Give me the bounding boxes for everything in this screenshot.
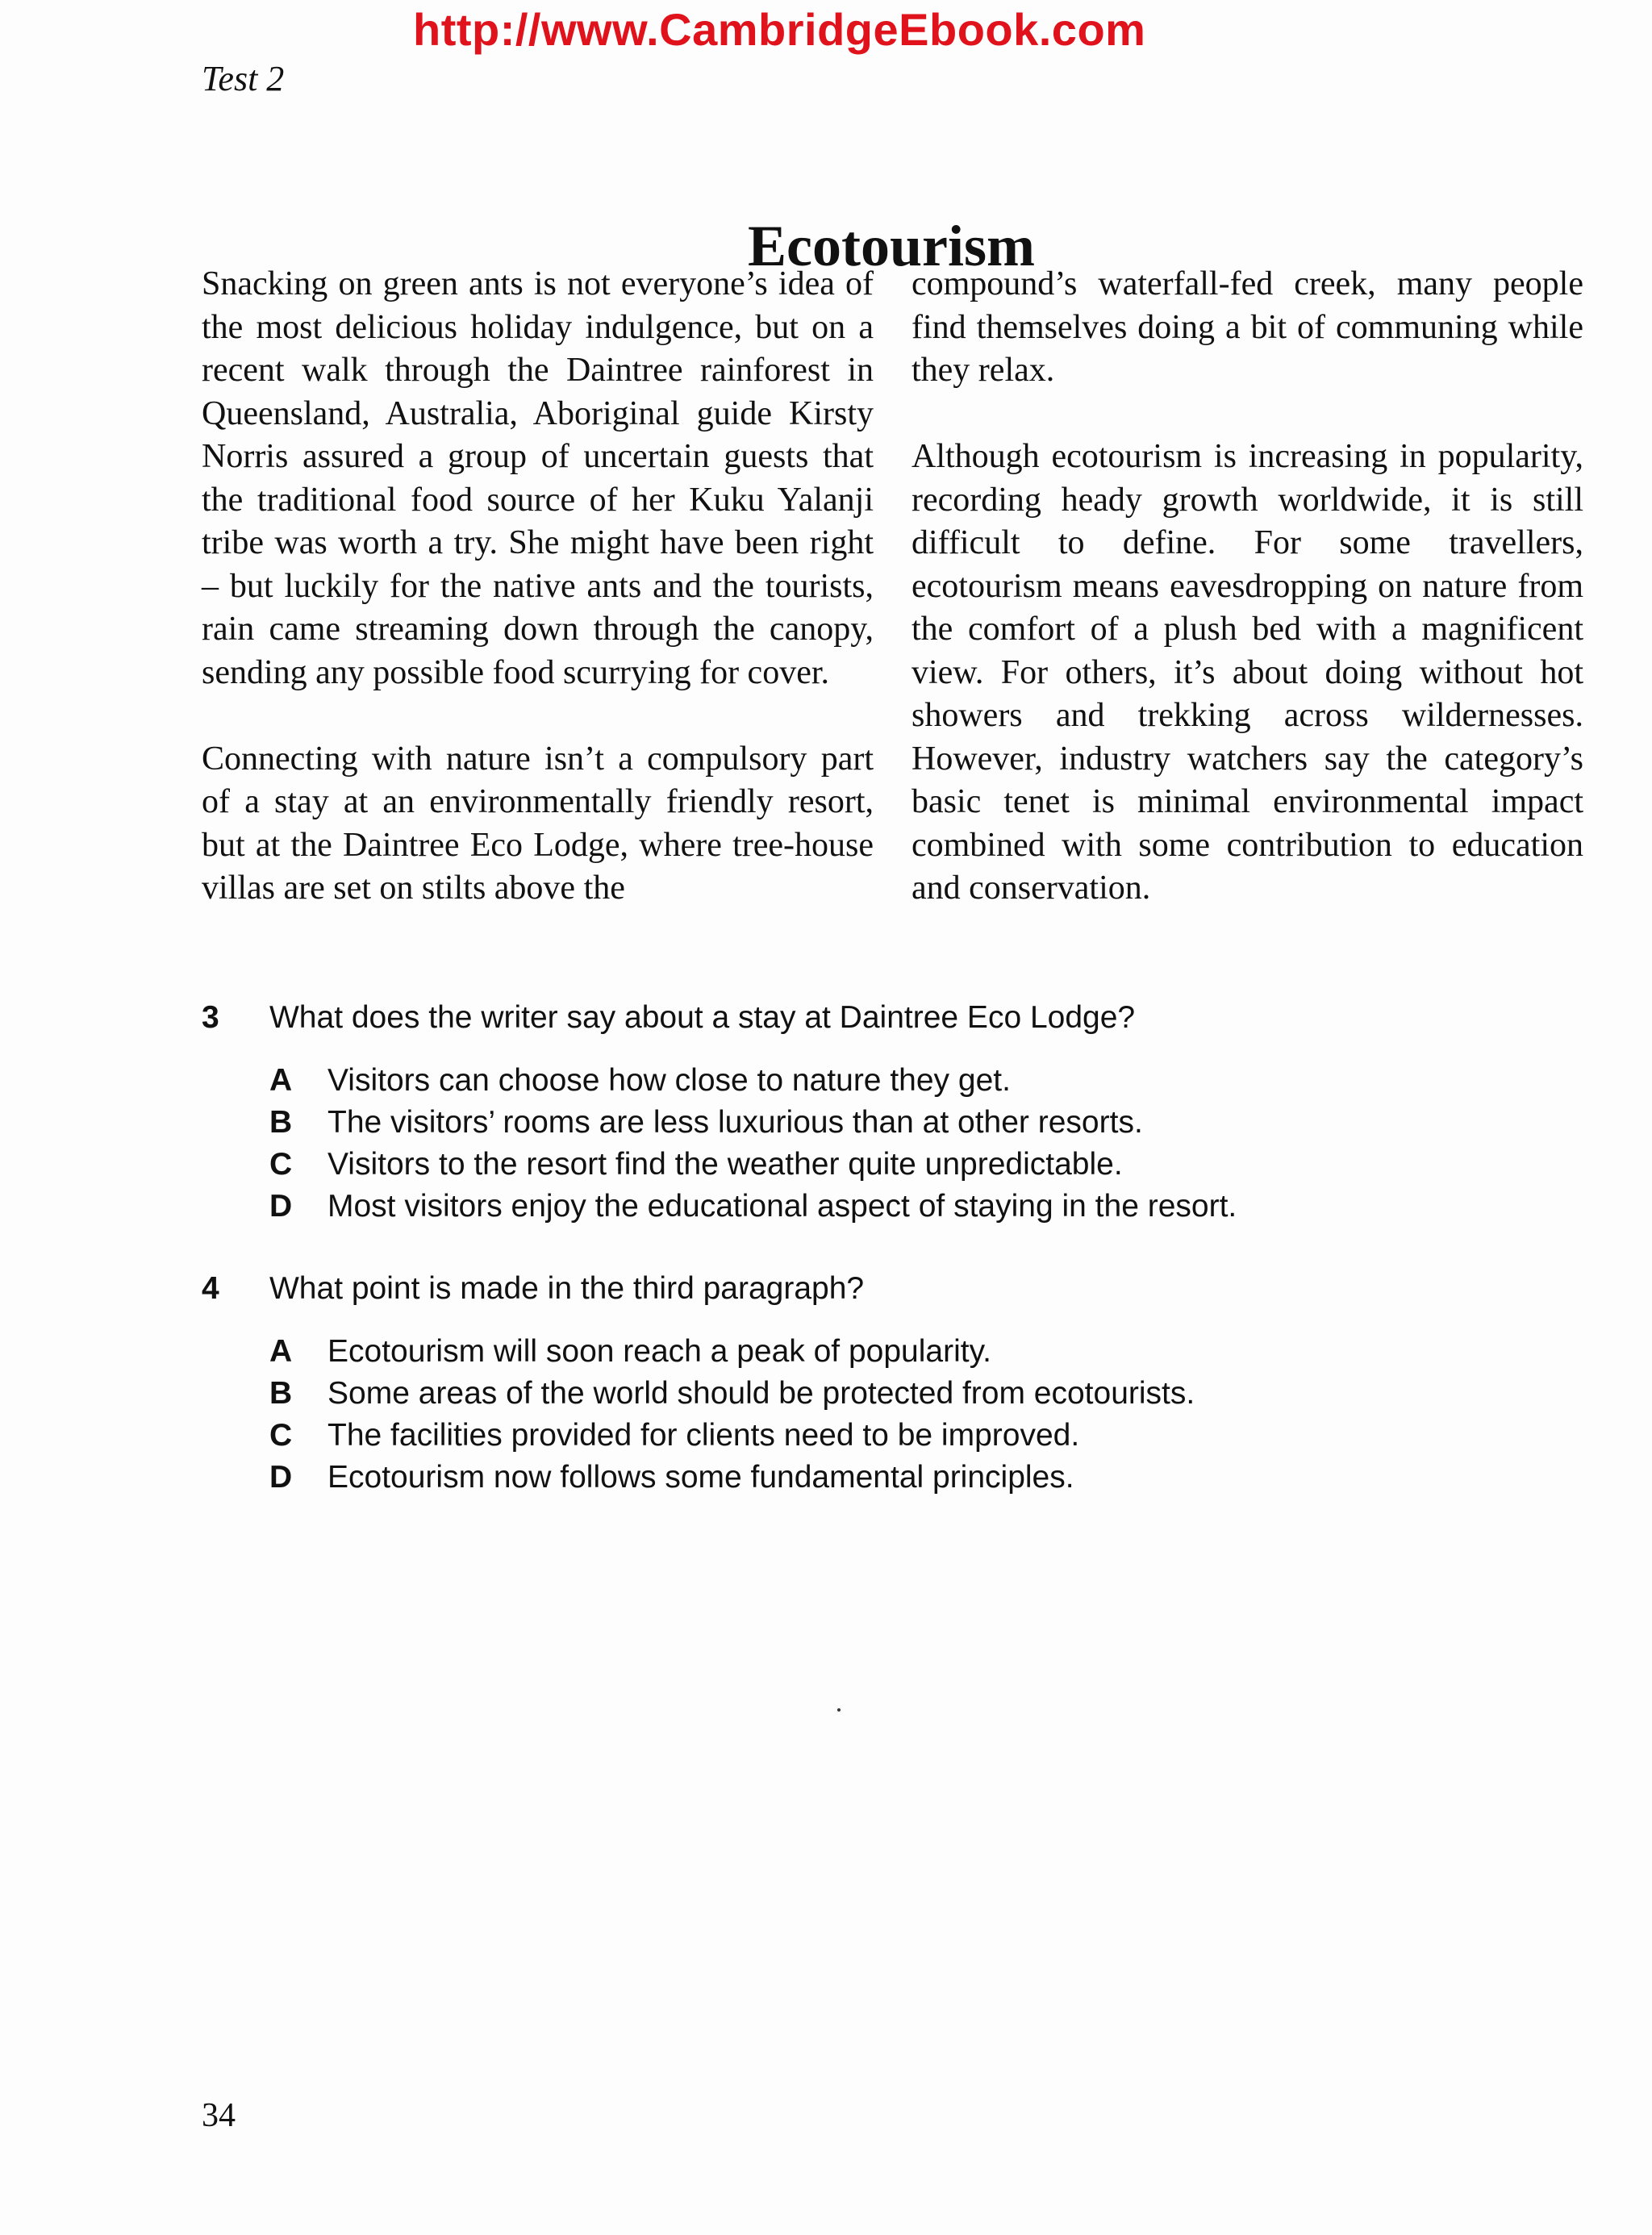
article-title: Ecotourism [748,214,1035,279]
answer-options [202,1331,1573,1499]
option-letter: B [269,1376,293,1411]
option-text: Visitors to the resort find the weather quite unpredictable. [327,1147,1123,1182]
article-paragraph: Although ecotourism is increasing in popularity, recording heady growth worldwide, it is still difficult to define. For some travellers, ecotourism means eavesdropping on nature from the comfort of a plush bed with a magnificent view. For others, it’s about doing without hot showers and trekking across wildernesses. However, industry watchers say the category’s basic tenet is minimal environmental impact combined with some contribution to education and conservation. [912,438,1583,907]
source-url[interactable]: http://www.CambridgeEbook.com [413,4,1146,55]
question-text: What does the writer say about a stay at Daintree Eco Lodge? [269,1000,1136,1035]
article-paragraph: Connecting with nature isn’t a compulsory part of a stay at an environmentally friendly resort, but at the Daintree Eco Lodge, where tree-house villas are set on stilts above the [202,740,874,907]
option-letter: D [269,1189,293,1224]
option-letter: C [269,1418,293,1453]
answer-option-b[interactable] [269,1373,1573,1415]
option-text: Ecotourism will soon reach a peak of popularity. [327,1334,992,1369]
option-letter: D [269,1460,293,1495]
question-text: What point is made in the third paragraph? [269,1271,865,1306]
answer-option-d[interactable] [269,1457,1573,1499]
option-letter: A [269,1334,293,1369]
article-paragraph: compound’s waterfall-fed creek, many people find themselves doing a bit of communing while they relax. [912,265,1583,389]
article-right-column [912,263,1583,953]
option-letter: B [269,1105,293,1140]
option-letter: C [269,1147,293,1182]
test-label: Test 2 [202,59,285,98]
option-text: Some areas of the world should be protected from ecotourists. [327,1376,1195,1411]
answer-option-a[interactable] [269,1331,1573,1373]
option-letter: A [269,1063,293,1098]
article-paragraph: Snacking on green ants is not everyone’s idea of the most delicious holiday indulgence, but on a recent walk through the Daintree rainforest in Queensland, Australia, Aboriginal guide Kirsty Norris assured a group of uncertain guests that the traditional food source of her Kuku Yalanji tribe was worth a try. She might have been right – but luckily for the native ants and the tourists, rain came streaming down through the canopy, sending any possible food scurrying for cover. [202,265,874,691]
answer-option-c[interactable] [269,1415,1573,1457]
answer-option-c[interactable] [269,1144,1573,1186]
answer-option-a[interactable] [269,1060,1573,1102]
option-text: The visitors’ rooms are less luxurious than at other resorts. [327,1105,1143,1140]
answer-options [202,1060,1573,1228]
option-text: Ecotourism now follows some fundamental principles. [327,1460,1074,1495]
option-text: Visitors can choose how close to nature they get. [327,1063,1011,1098]
question-3 [202,997,1573,1228]
option-text: The facilities provided for clients need to be improved. [327,1418,1080,1453]
page-number: 34 [202,2097,236,2134]
question-number: 3 [202,1000,219,1035]
answer-option-d[interactable] [269,1186,1573,1228]
question-4 [202,1268,1573,1499]
question-number: 4 [202,1271,219,1306]
scan-speck [837,1708,841,1712]
answer-option-b[interactable] [269,1102,1573,1144]
article-left-column [202,263,874,953]
option-text: Most visitors enjoy the educational aspect of staying in the resort. [327,1189,1237,1224]
